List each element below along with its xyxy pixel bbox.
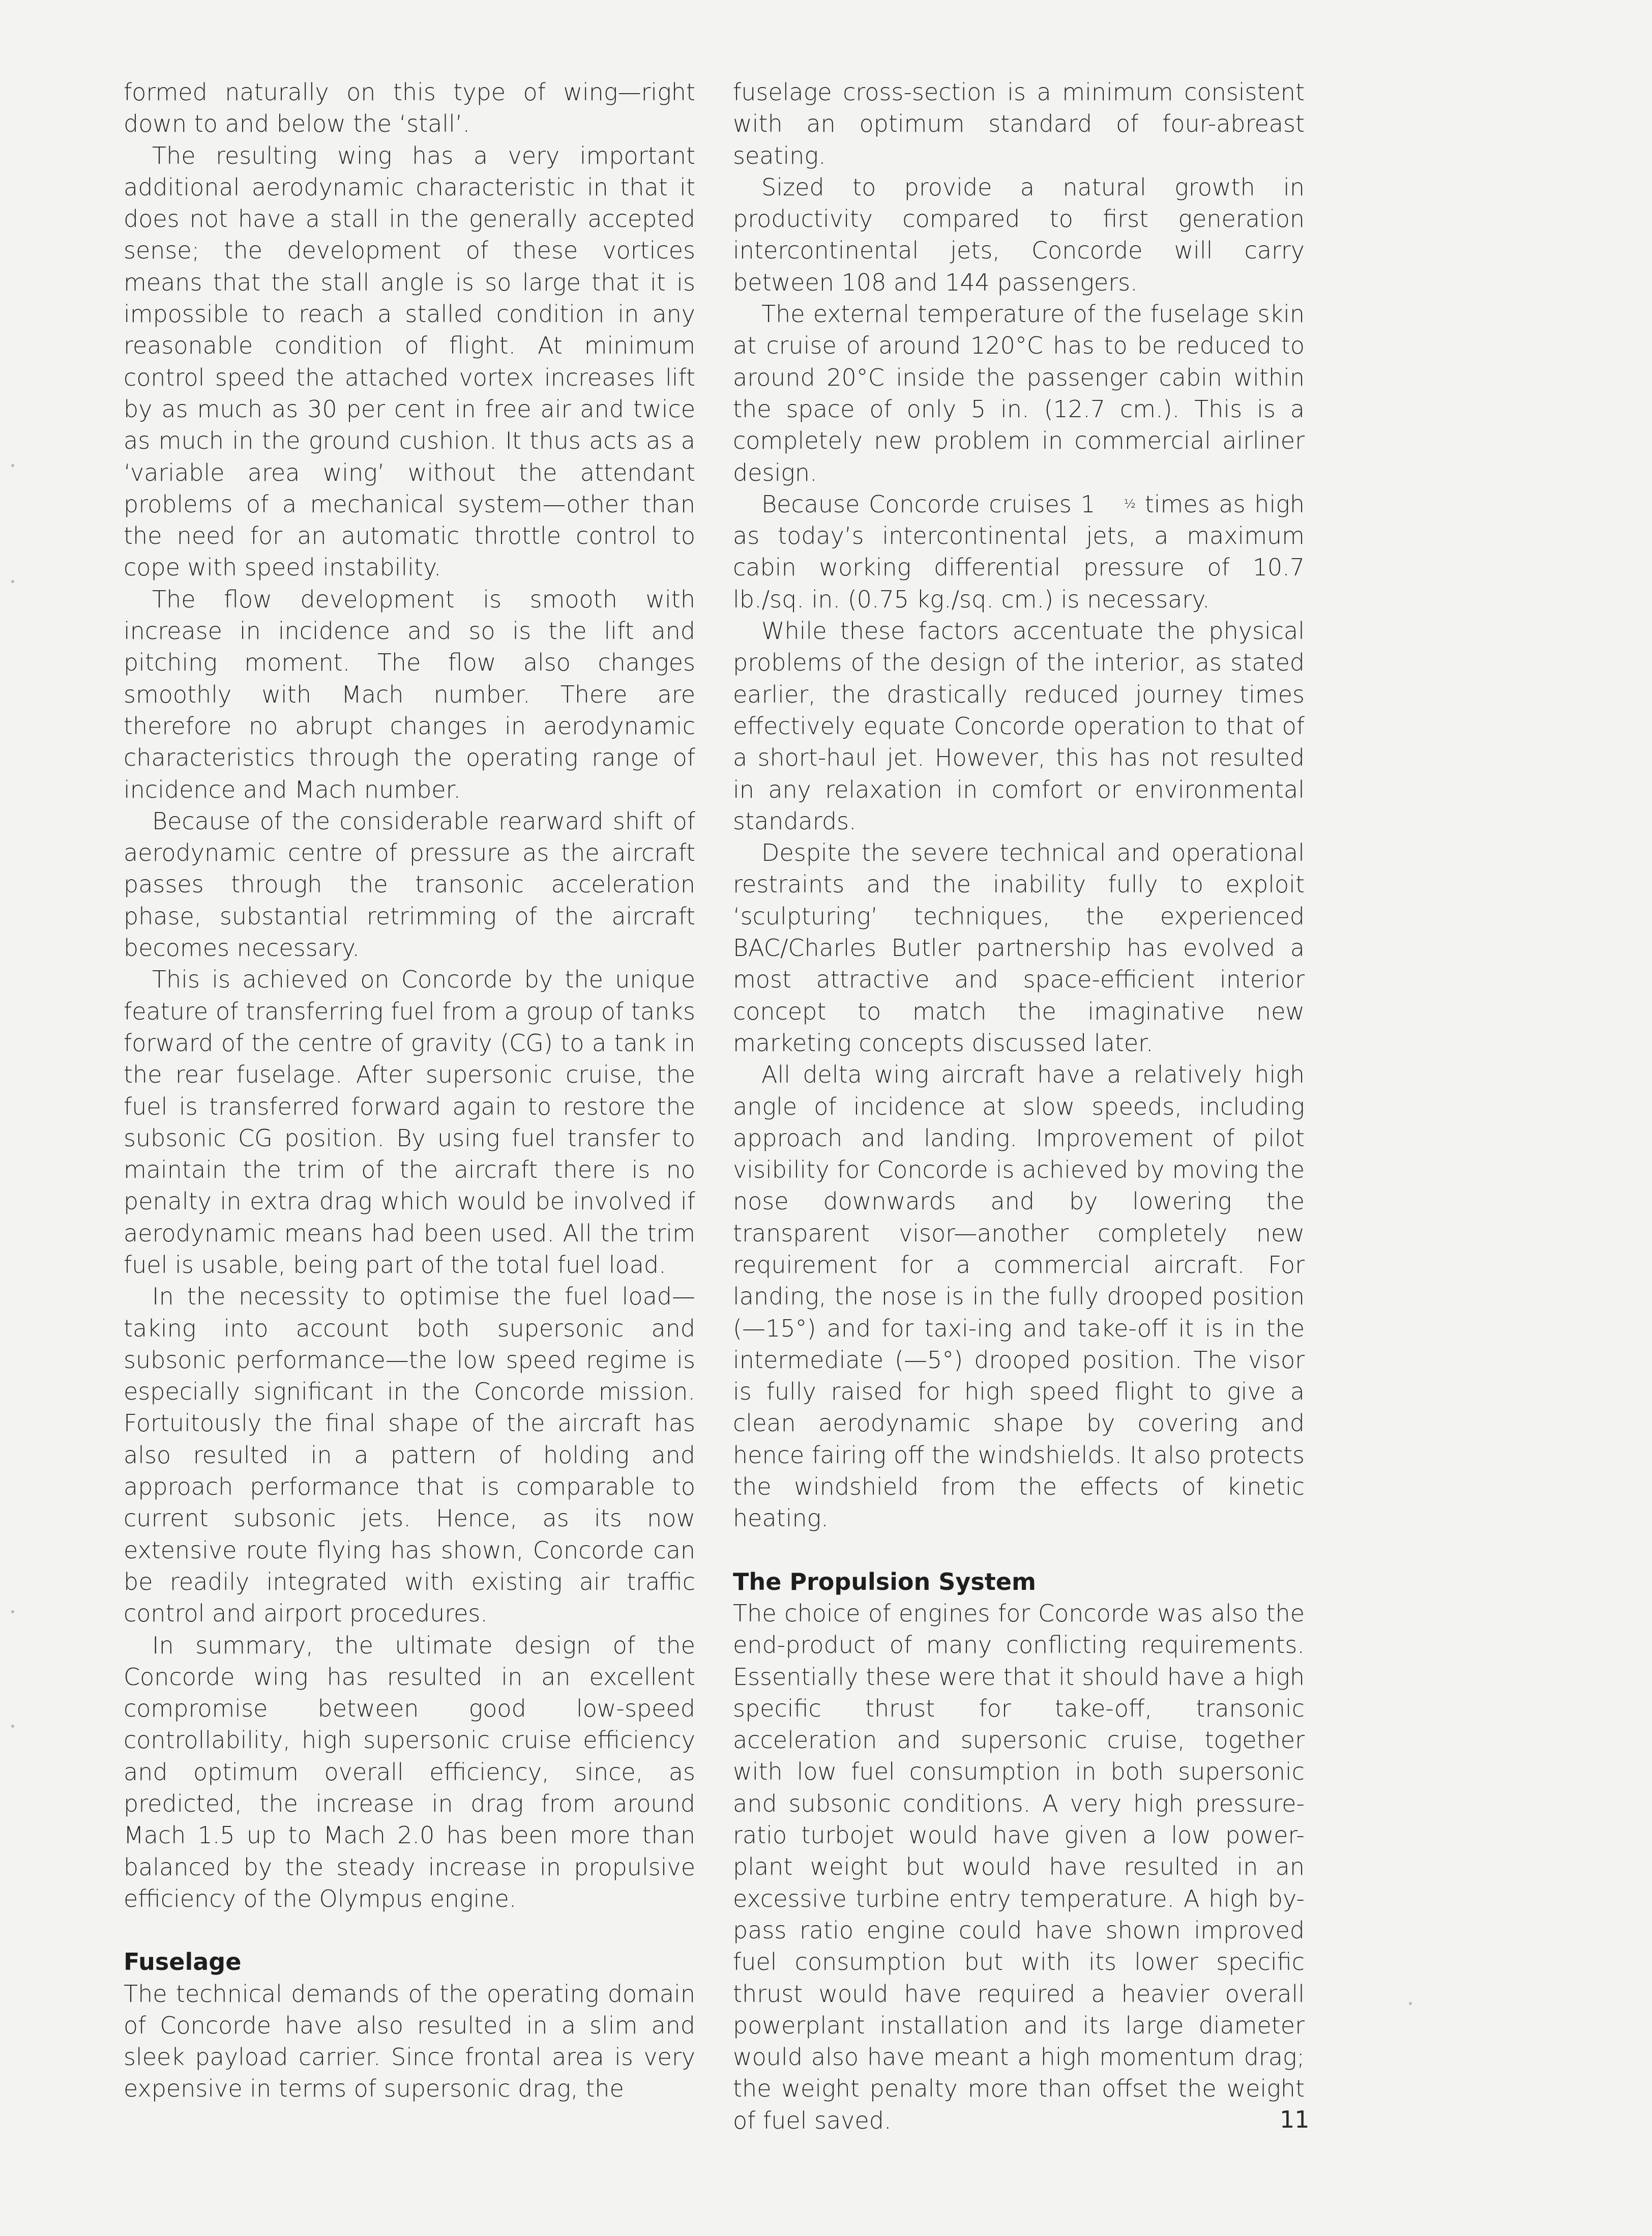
section-heading-propulsion: The Propulsion System [733, 1567, 1036, 1595]
scan-speck [1409, 2002, 1412, 2005]
page-number: 11 [1280, 2106, 1310, 2133]
paragraph: Because of the considerable rearward shift of aerodynamic centre of pressure as the aircraft passes through the transonic acceleration phase, substantial retrimming of the aircraft becomes necessary. [124, 807, 695, 962]
paragraph: In summary, the ultimate design of the Concorde wing has resulted in an excellent compromise between good low-speed controllability, high supersonic cruise efficiency and optimum overall efficiency, since, as predicted, the increase in drag from around Mach 1.5 up to Mach 2.0 has been more than balanced by the steady increase in propulsive efficiency of the Olympus engine. [124, 1631, 695, 1912]
paragraph: The external temperature of the fuselage skin at cruise of around 120°C has to be reduced to around 20°C inside the passenger cabin within the space of only 5 in. (12.7 cm.). This is a completely new problem in commercial airliner design. [733, 300, 1305, 486]
section-heading-fuselage: Fuselage [124, 1948, 242, 1976]
right-column [733, 76, 1310, 2136]
paragraph-cruise [733, 488, 1305, 615]
paragraph: This is achieved on Concorde by the unique feature of transferring fuel from a group of tanks forward of the centre of gravity (CG) to a tank in the rear fuselage. After supersonic cruise, the fuel is transferred forward again to restore the subsonic CG position. By using fuel transfer to maintain the trim of the aircraft there is no penalty in extra drag which would be involved if aerodynamic means had been used. All the trim fuel is usable, being part of the total fuel load. [124, 966, 695, 1279]
cruise-text-after: times as high as today’s intercontinental jets, a maximum cabin working differential pressure of 10.7 lb./sq. in. (0.75 kg./sq. cm.) is necessary. [733, 490, 1305, 613]
paragraph: The technical demands of the operating domain of Concorde have also resulted in a slim and sleek payload carrier. Since frontal area is very expensive in terms of supersonic drag, the [124, 1980, 695, 2103]
paragraph: The choice of engines for Concorde was also the end-product of many conflicting requirements. Essentially these were that it should have a high specific thrust for take-off, transonic acceleration and supersonic cruise, together with low fuel consumption in both supersonic and subsonic conditions. A very high pressure-ratio turbojet would have given a low power-plant weight but would have resulted in an excessive turbine entry temperature. A high by-pass ratio engine could have shown improved fuel consumption but with its lower specific thrust would have required a heavier overall powerplant installation and its large diameter would also have meant a high momentum drag; the weight penalty more than offset the weight of fuel saved. [733, 1599, 1305, 2134]
left-column [124, 76, 695, 2105]
fraction-half: ½ [1124, 497, 1136, 511]
paragraph: The resulting wing has a very important additional aerodynamic characteristic in that it does not have a stall in the generally accepted sense; the development of these vortices means that the stall angle is so large that it is impossible to reach a stalled condition in any reasonable condition of flight. At minimum control speed the attached vortex increases lift by as much as 30 per cent in free air and twice as much in the ground cushion. It thus acts as a ‘variable area wing’ without the attendant problems of a mechanical system—other than the need for an automatic throttle control to cope with speed instability. [124, 141, 695, 582]
paragraph: Despite the severe technical and operational restraints and the inability fully to exploit ‘sculpturing’ techniques, the experienced BAC/Charles Butler partnership has evolved a most attractive and space-efficient interior concept to match the imaginative new marketing concepts discussed later. [733, 839, 1305, 1057]
paragraph: fuselage cross-section is a minimum consistent with an optimum standard of four-abreast seating. [733, 78, 1305, 169]
paragraph: While these factors accentuate the physical problems of the design of the interior, as stated earlier, the drastically reduced journey times effectively equate Concorde operation to that of a short-haul jet. However, this has not resulted in any relaxation in comfort or environmental standards. [733, 617, 1305, 835]
paragraph: In the necessity to optimise the fuel load—taking into account both supersonic and subsonic performance—the low speed regime is especially significant in the Concorde mission. Fortuitously the final shape of the aircraft has also resulted in a pattern of holding and approach performance that is comparable to current subsonic jets. Hence, as its now extensive route flying has shown, Concorde can be readily integrated with existing air traffic control and airport procedures. [124, 1283, 695, 1628]
scan-speck [11, 1610, 14, 1613]
scan-speck [11, 1725, 14, 1728]
cruise-text-before: Because Concorde cruises 1 [761, 490, 1096, 518]
paragraph: All delta wing aircraft have a relatively high angle of incidence at slow speeds, including approach and landing. Improvement of pilot visibility for Concorde is achieved by moving the nose downwards and by lowering the transparent visor—another completely new requirement for a commercial aircraft. For landing, the nose is in the fully drooped position (—15°) and for taxi-ing and take-off it is in the intermediate (—5°) drooped position. The visor is fully raised for high speed flight to give a clean aerodynamic shape by covering and hence fairing off the windshields. It also protects the windshield from the effects of kinetic heating. [733, 1061, 1305, 1532]
paragraph: Sized to provide a natural growth in productivity compared to first generation intercontinental jets, Concorde will carry between 108 and 144 passengers. [733, 173, 1305, 296]
paragraph: The flow development is smooth with increase in incidence and so is the lift and pitching moment. The flow also changes smoothly with Mach number. There are therefore no abrupt changes in aerodynamic characteristics through the operating range of incidence and Mach number. [124, 585, 695, 803]
scan-speck [11, 464, 14, 467]
scan-speck [11, 580, 14, 583]
paragraph: formed naturally on this type of wing—right down to and below the ‘stall’. [124, 78, 695, 138]
